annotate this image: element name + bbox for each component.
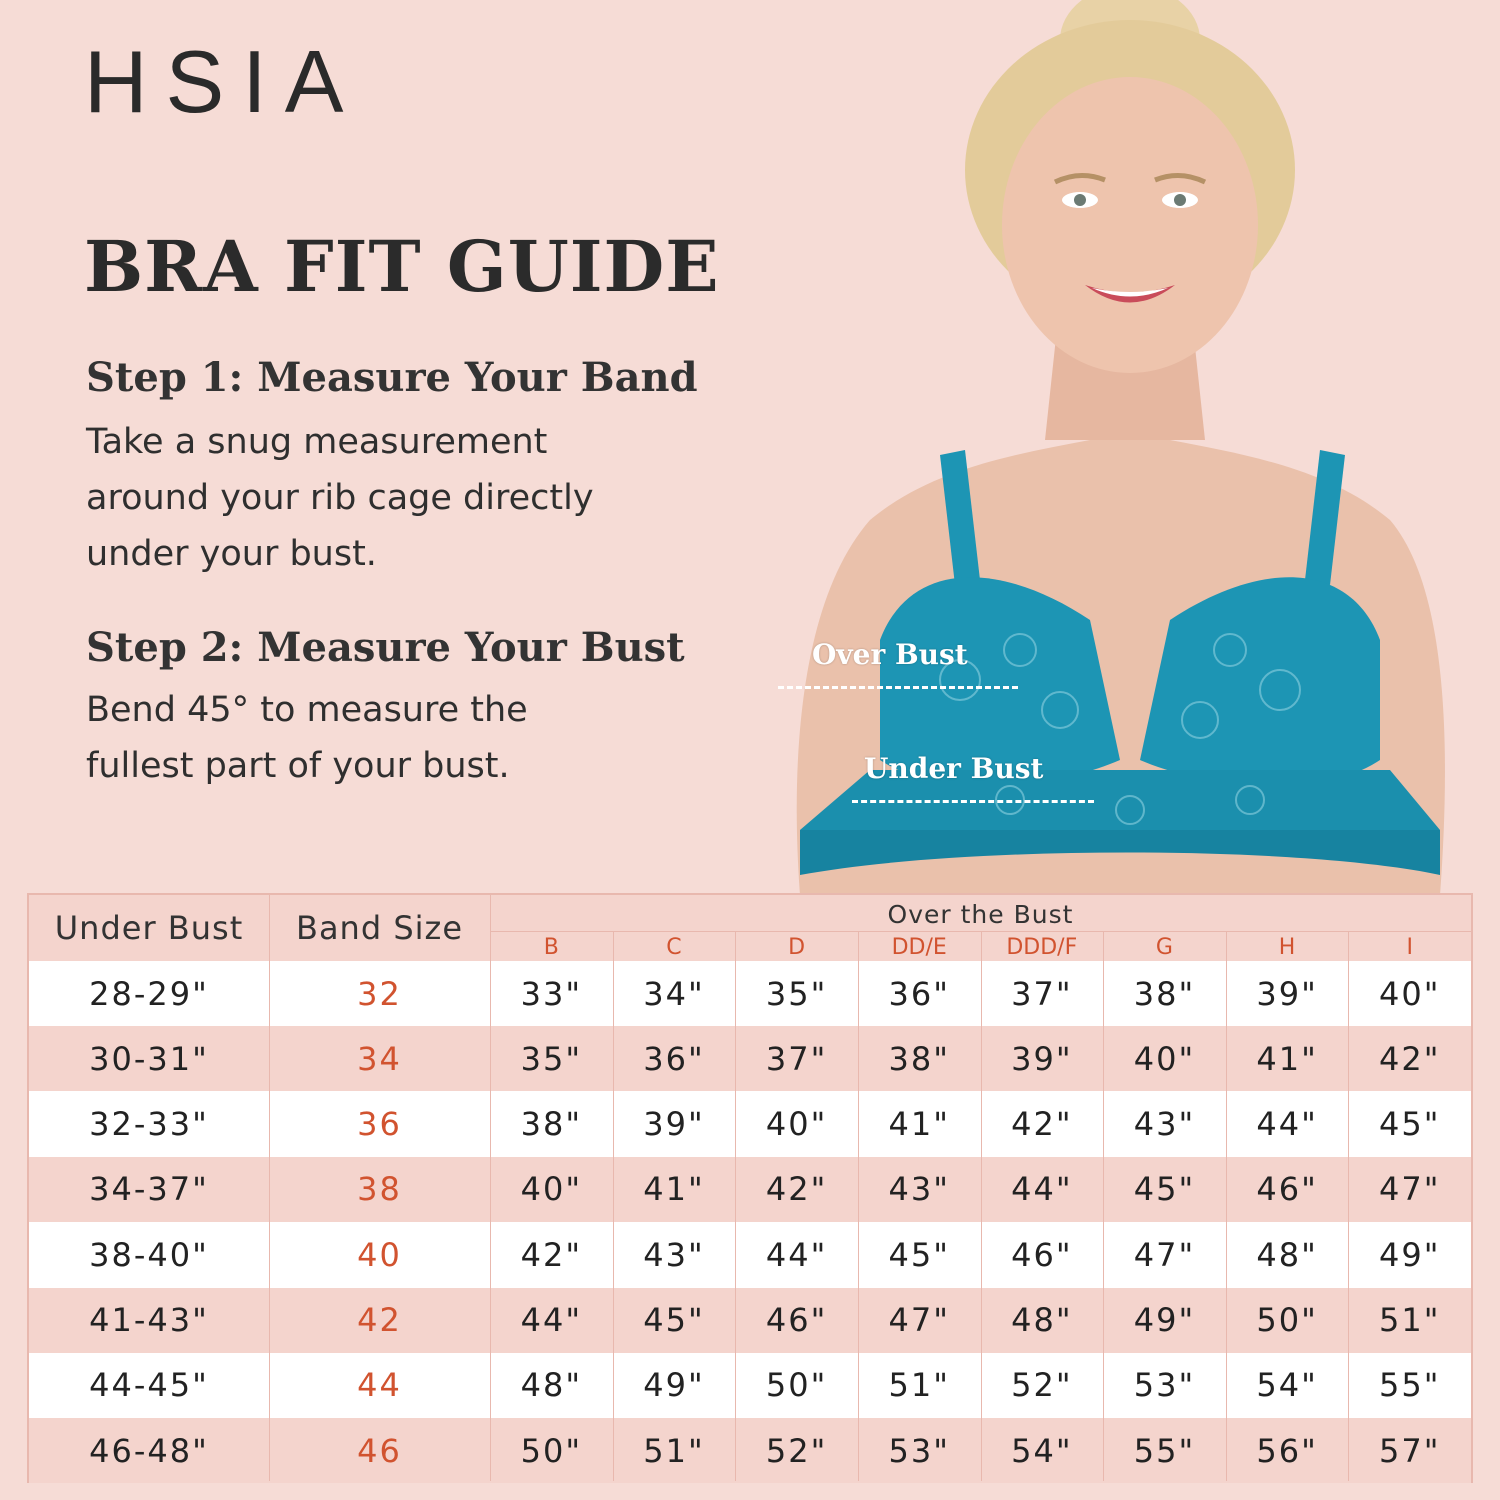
under-bust-cell: 46-48" [89,1431,209,1470]
bust-size-cell: 38" [520,1105,583,1144]
brand-logo: HSIA [84,32,362,131]
bust-size-cell: 50" [1256,1301,1318,1339]
bust-size-cell: 45" [1133,1170,1196,1209]
band-size-cell: 42 [357,1301,402,1339]
bust-size-cell: 57" [1378,1431,1441,1470]
cup-header: B [490,931,613,962]
column-divider [1103,931,1104,1481]
column-divider [1226,931,1227,1481]
bust-size-cell: 37" [1011,974,1073,1013]
bust-size-cell: 53" [1133,1366,1196,1405]
cup-header: DDD/F [981,931,1104,962]
header-under-bust: Under Bust [54,909,244,947]
cup-header: C [613,931,736,962]
bust-size-cell: 41" [888,1105,950,1144]
bust-size-cell: 45" [643,1301,705,1339]
bust-size-cell: 43" [1133,1105,1196,1144]
over-bust-label: Over Bust [812,638,968,671]
table-row [29,1222,1471,1287]
table-row [29,1353,1471,1418]
cup-header: D [735,931,858,962]
bust-size-cell: 42" [520,1235,583,1274]
column-divider [269,895,270,1481]
bust-size-cell: 39" [1011,1039,1073,1078]
under-bust-cell: 41-43" [89,1301,209,1339]
step-2-heading: Step 2: Measure Your Bust [86,624,685,671]
bust-size-cell: 53" [888,1431,950,1470]
bust-size-cell: 54" [1256,1366,1318,1405]
bust-size-cell: 38" [1133,974,1196,1013]
band-size-cell: 34 [357,1039,402,1078]
bust-size-cell: 43" [643,1235,705,1274]
bust-size-cell: 40" [1378,974,1441,1013]
bust-size-cell: 56" [1256,1431,1318,1470]
bust-size-cell: 49" [643,1366,705,1405]
bust-size-cell: 46" [1011,1235,1073,1274]
under-bust-cell: 30-31" [89,1039,209,1078]
cup-header: I [1348,931,1471,962]
bust-size-cell: 40" [520,1170,583,1209]
bust-size-cell: 47" [1378,1170,1441,1209]
page-title: BRA FIT GUIDE [84,225,720,308]
bust-size-cell: 39" [1256,974,1318,1013]
bust-size-cell: 48" [1256,1235,1318,1274]
band-size-cell: 44 [357,1366,402,1405]
cup-header: H [1226,931,1349,962]
step-1-heading: Step 1: Measure Your Band [86,354,698,401]
table-row [29,961,1471,1026]
under-bust-cell: 38-40" [89,1235,209,1274]
bust-size-cell: 42" [1011,1105,1073,1144]
bust-size-cell: 41" [1256,1039,1318,1078]
under-bust-cell: 44-45" [89,1366,209,1405]
bust-size-cell: 35" [520,1039,583,1078]
over-bust-line [778,686,1018,689]
size-chart-table [27,893,1473,1483]
band-size-cell: 32 [357,974,402,1013]
bust-size-cell: 40" [1133,1039,1196,1078]
column-divider [981,931,982,1481]
bust-size-cell: 44" [520,1301,583,1339]
band-size-cell: 36 [357,1105,402,1144]
cup-header: G [1103,931,1226,962]
bust-size-cell: 48" [1011,1301,1073,1339]
column-divider [735,931,736,1481]
bust-size-cell: 49" [1133,1301,1196,1339]
bust-size-cell: 54" [1011,1431,1073,1470]
bust-size-cell: 55" [1378,1366,1441,1405]
bust-size-cell: 36" [643,1039,705,1078]
bust-size-cell: 40" [765,1105,828,1144]
column-divider [613,931,614,1481]
bust-size-cell: 37" [765,1039,828,1078]
under-bust-line [852,800,1094,803]
table-row [29,1288,1471,1353]
band-size-cell: 46 [357,1431,402,1470]
under-bust-label: Under Bust [864,752,1044,785]
bust-size-cell: 47" [1133,1235,1196,1274]
column-divider [490,931,491,1481]
bust-size-cell: 42" [1378,1039,1441,1078]
bust-size-cell: 51" [888,1366,950,1405]
under-bust-cell: 28-29" [89,974,209,1013]
bust-size-cell: 51" [643,1431,705,1470]
under-bust-cell: 32-33" [89,1105,209,1144]
bust-size-cell: 39" [643,1105,705,1144]
bust-size-cell: 33" [520,974,583,1013]
bust-size-cell: 47" [888,1301,950,1339]
column-divider [858,931,859,1481]
bust-size-cell: 36" [888,974,950,1013]
band-size-cell: 40 [357,1235,402,1274]
bust-size-cell: 50" [765,1366,828,1405]
bust-size-cell: 42" [765,1170,828,1209]
bust-size-cell: 44" [1011,1170,1073,1209]
bust-size-cell: 35" [765,974,828,1013]
bust-size-cell: 50" [520,1431,583,1470]
bust-size-cell: 46" [1256,1170,1318,1209]
under-bust-cell: 34-37" [89,1170,209,1209]
bust-size-cell: 48" [520,1366,583,1405]
bust-size-cell: 45" [1378,1105,1441,1144]
bust-size-cell: 46" [765,1301,828,1339]
bust-size-cell: 45" [888,1235,950,1274]
bust-size-cell: 52" [1011,1366,1073,1405]
step-1-text: Take a snug measurement around your rib cage directly under your bust. [86,422,594,574]
column-divider [1348,931,1349,1481]
table-row [29,1092,1471,1157]
bust-size-cell: 43" [888,1170,950,1209]
band-size-cell: 38 [357,1170,402,1209]
bust-size-cell: 49" [1378,1235,1441,1274]
bust-size-cell: 44" [765,1235,828,1274]
bust-size-cell: 55" [1133,1431,1196,1470]
bust-size-cell: 52" [765,1431,828,1470]
bust-size-cell: 41" [643,1170,705,1209]
table-row [29,1157,1471,1222]
bust-size-cell: 44" [1256,1105,1318,1144]
table-row [29,1026,1471,1091]
bust-size-cell: 38" [888,1039,950,1078]
table-row [29,1418,1471,1483]
header-over-the-bust: Over the Bust [887,899,1074,929]
bust-size-cell: 51" [1378,1301,1441,1339]
cup-header: DD/E [858,931,981,962]
bust-size-cell: 34" [643,974,705,1013]
header-band-size: Band Size [295,909,463,947]
step-2-text: Bend 45° to measure the fullest part of your bust. [86,690,528,786]
